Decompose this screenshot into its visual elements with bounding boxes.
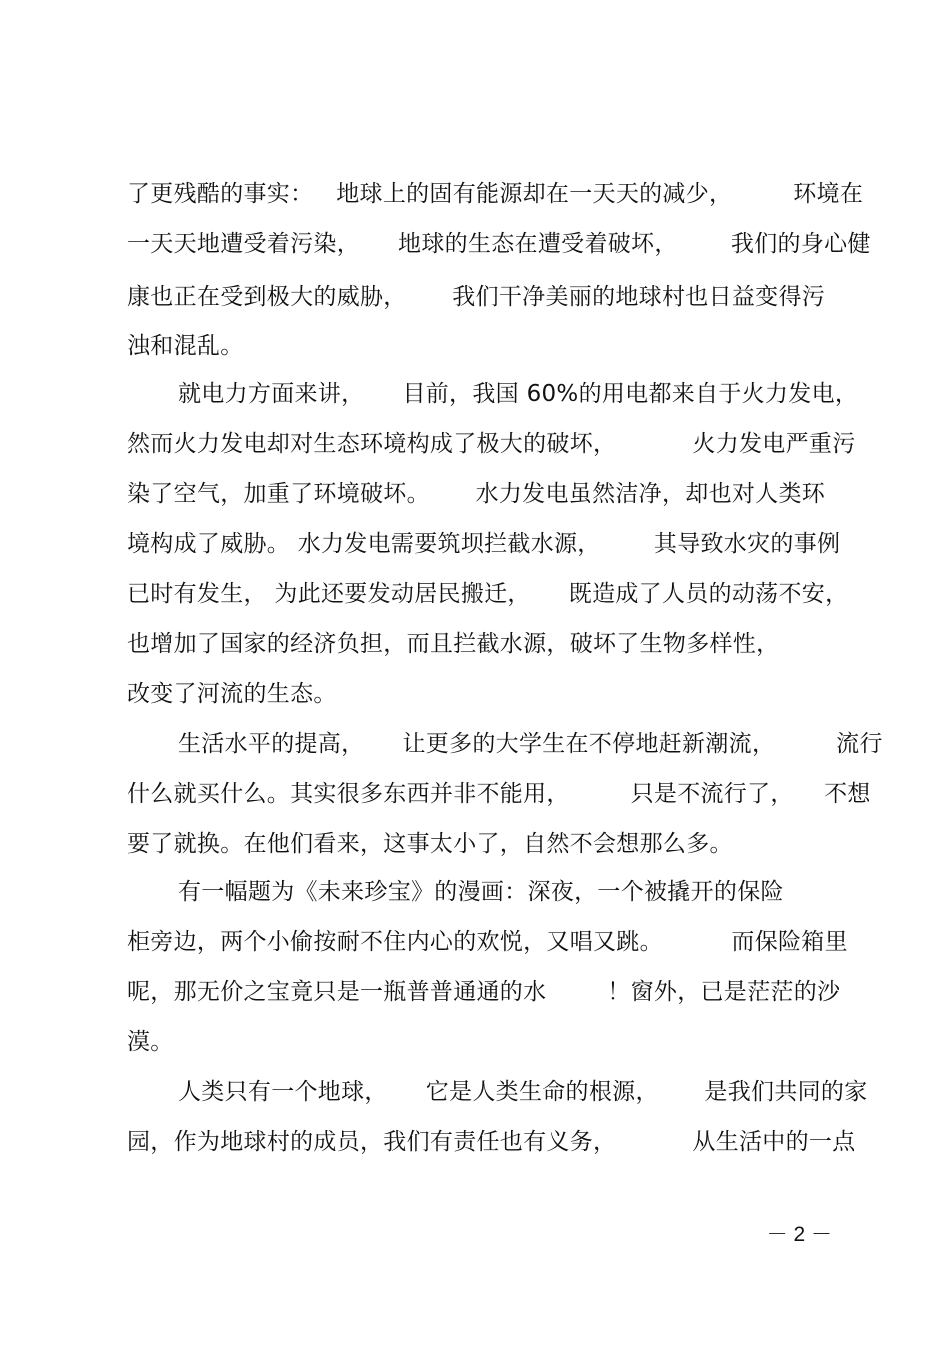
text-line: 要了就换。在他们看来，这事太小了，自然不会想那么多。: [127, 831, 733, 857]
text-line: 就电力方面来讲， 目前，我国 60%的用电都来自于火力发电，: [178, 381, 859, 407]
text-line: 生活水平的提高， 让更多的大学生在不停地赶新潮流， 流行: [178, 731, 883, 757]
text-line: 境构成了威胁。 水力发电需要筑坝拦截水源， 其导致水灾的事例: [127, 531, 841, 557]
text-line: 了更残酷的事实： 地球上的固有能源却在一天天的减少， 环境在: [127, 181, 864, 207]
text-line: 也增加了国家的经济负担，而且拦截水源，破坏了生物多样性，: [127, 631, 780, 657]
text-line: 康也正在受到极大的威胁， 我们干净美丽的地球村也日益变得污: [127, 284, 826, 310]
text-line: 柜旁边，两个小偷按耐不住内心的欢悦，又唱又跳。 而保险箱里: [127, 929, 848, 955]
text-line: 浊和混乱。: [127, 333, 244, 359]
page-number: － 2 －: [766, 1223, 832, 1246]
text-line: 已时有发生， 为此还要发动居民搬迁， 既造成了人员的动荡不安，: [127, 581, 849, 607]
text-line: 然而火力发电却对生态环境构成了极大的破坏， 火力发电严重污: [127, 431, 856, 457]
text-line: 呢，那无价之宝竟只是一瓶普普通通的水 ！窗外，已是茫茫的沙: [127, 979, 841, 1005]
text-line: 染了空气，加重了环境破坏。 水力发电虽然洁净，却也对人类环: [127, 481, 826, 507]
text-line: 园，作为地球村的成员，我们有责任也有义务， 从生活中的一点: [127, 1129, 856, 1155]
text-line: 一天天地遭受着污染， 地球的生态在遭受着破坏， 我们的身心健: [127, 231, 871, 257]
text-line: 有一幅题为《未来珍宝》的漫画：深夜，一个被撬开的保险: [178, 879, 784, 905]
text-line: 人类只有一个地球， 它是人类生命的根源， 是我们共同的家: [178, 1079, 868, 1105]
text-line: 什么就买什么。其实很多东西并非不能用， 只是不流行了， 不想: [127, 781, 871, 807]
text-line: 漠。: [127, 1029, 174, 1055]
text-line: 改变了河流的生态。: [127, 681, 337, 707]
